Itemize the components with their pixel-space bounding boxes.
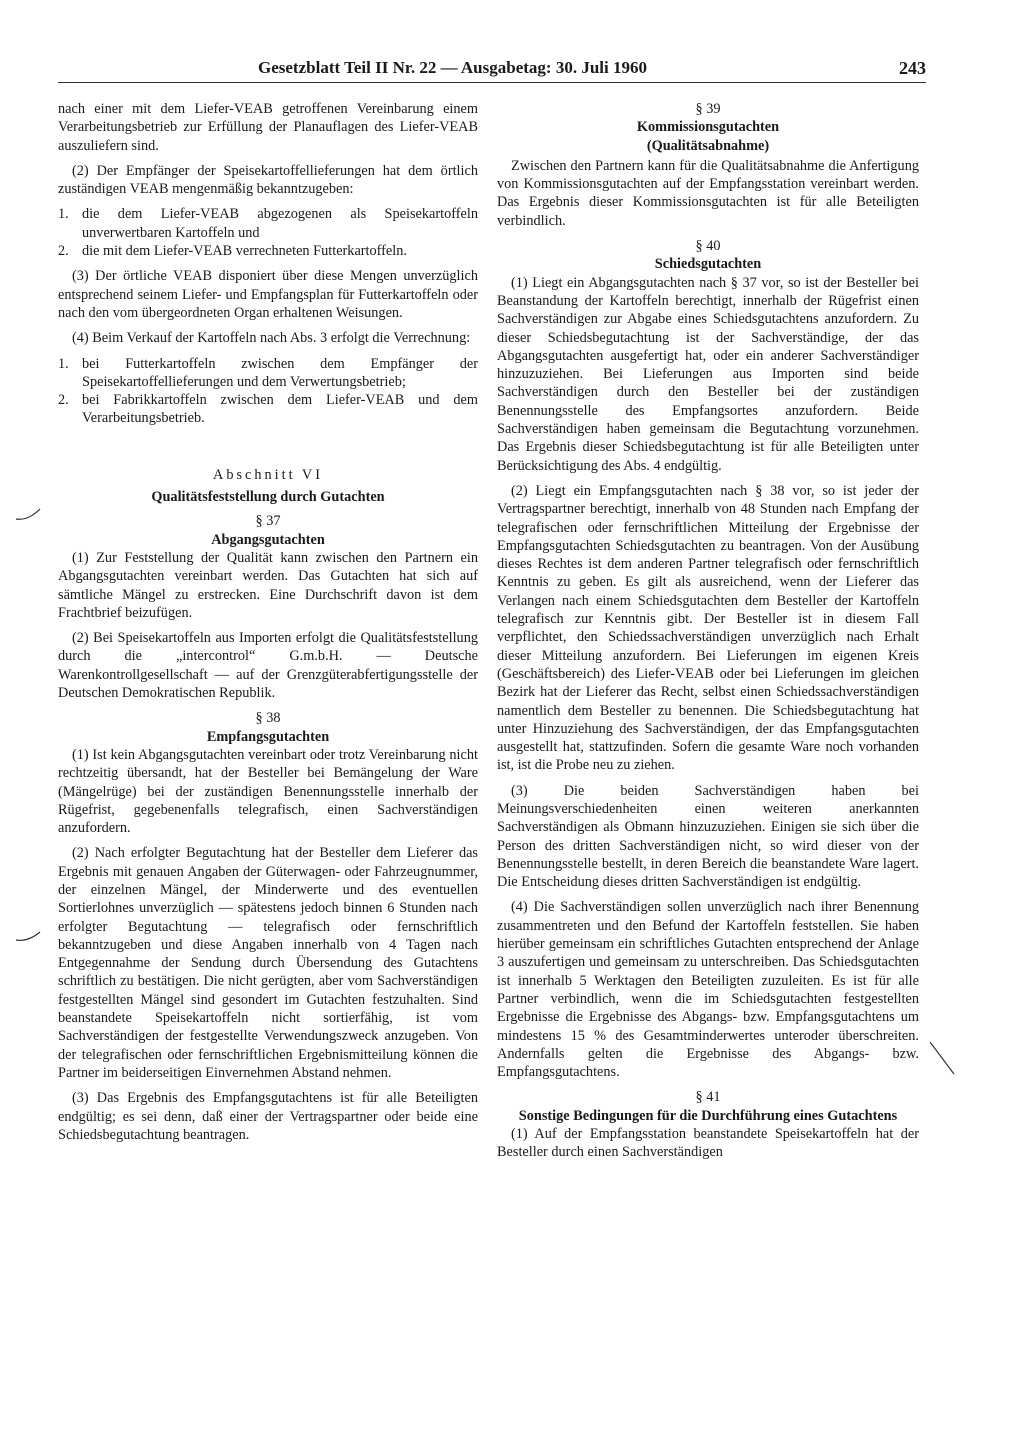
list-number: 2. xyxy=(58,243,69,260)
list-item xyxy=(58,391,478,428)
paragraph: (3) Das Ergebnis des Empfangsgutachtens ist für alle Beteiligten endgültig; es sei denn, daß einer der Vertragspartner oder beide eine Schiedsbegutachtung beantragen. xyxy=(58,1090,478,1143)
section-title: Schiedsgutachten xyxy=(654,256,762,273)
pencil-mark-icon xyxy=(14,928,44,948)
section-number: § 37 xyxy=(255,513,281,530)
pencil-mark-icon xyxy=(14,505,44,525)
section-title: Sonstige Bedingungen für die Durchführung eines Gutachtens xyxy=(518,1107,898,1124)
chapter-title: Qualitätsfeststellung durch Gutachten xyxy=(151,489,385,506)
paragraph-continuation: nach einer mit dem Liefer-VEAB getroffenen Vereinbarung einem Verarbeitungsbetrieb zur Erfüllung der Planauflagen des Liefer-VEAB auszuliefern sind. xyxy=(58,101,478,154)
section-title: Abgangsgutachten xyxy=(211,531,325,548)
list-item xyxy=(58,205,478,242)
list-text: bei Futterkartoffeln zwischen dem Empfänger der Speisekartoffellieferungen und dem Verwertungsbetrieb; xyxy=(82,355,478,390)
header-title: Gesetzblatt Teil II Nr. 22 — Ausgabetag: 30. Juli 1960 xyxy=(258,58,647,77)
section-number: § 39 xyxy=(695,101,721,117)
pencil-mark-icon xyxy=(928,1040,958,1080)
section-number: § 41 xyxy=(695,1089,721,1106)
paragraph: (2) Nach erfolgter Begutachtung hat der Besteller dem Lieferer das Ergebnis mit genauen Angaben der Güterwagen- oder Fahrzeugnummer, der einzelnen Mängel, der Minderwerte und des eventuellen Sortierlohnes unverzüglich — spätestens jedoch binnen 6 Stunden nach erfolgter Begutachtung — telegrafisch oder fernschriftlich bekanntzugeben und diese Angaben innerhalb von 4 Tagen nach Entgegennahme der Sendung durch Übersendung des Gutachtens schriftlich zu bestätigen. Die nicht gerügten, aber vom Sachverständigen festgestellten Mängel sind gesondert im Gutachten festzuhalten. Sind beanstandete Speisekartoffeln nicht sortierfähig, ist vom Sachverständigen der festgestellte Verwendungszweck anzugeben. Von der telegrafischen oder fernschriftlichen Ergebnismitteilung können die Partner im beiderseitigen Einvernehmen Abstand nehmen. xyxy=(58,845,478,1081)
section-number: § 40 xyxy=(695,238,721,255)
paragraph: (4) Beim Verkauf der Kartoffeln nach Abs. 3 erfolgt die Verrechnung: xyxy=(72,330,471,347)
paragraph: (1) Liegt ein Abgangsgutachten nach § 37 vor, so ist der Besteller bei Beanstandung der Kartoffeln berechtigt, innerhalb der Rügefrist einen Sachverständigen zur Abgabe eines Schiedsgutachtens anzufordern. Zu dieser Schiedsbegutachtung ist der Sachverständige, der das Abgangsgutachten ausgefertigt hat, oder ein anderer Sachverständiger hinzuzuziehen. Bei Lieferungen aus Importen sind beide Sachverständigen durch den Besteller bei der zuständigen Benennungsstelle des Empfangsortes anzufordern. Beide Sachverständigen haben gemeinsam die Begutachtung vorzunehmen. Das Ergebnis dieser Schiedsbegutachtung ist für alle Beteiligten unter Berücksichtigung des Abs. 4 endgültig. xyxy=(497,274,919,474)
list-number: 1. xyxy=(58,355,69,372)
list-item xyxy=(58,355,478,392)
paragraph: Zwischen den Partnern kann für die Qualitätsabnahme die Anfertigung von Kommissionsgutachten auf der Empfangsstation vereinbart werden. Das Ergebnis dieser Kommissionsgutachten ist für alle Beteiligten verbindlich. xyxy=(497,157,919,229)
list-text: bei Fabrikkartoffeln zwischen dem Liefer-VEAB und dem Verarbeitungsbetrieb. xyxy=(82,392,478,427)
left-column xyxy=(58,100,478,1151)
page-number: 243 xyxy=(899,58,926,78)
list-number: 1. xyxy=(58,206,69,223)
list-text: die dem Liefer-VEAB abgezogenen als Speisekartoffeln unverwertbaren Kartoffeln und xyxy=(82,206,478,241)
paragraph: (1) Ist kein Abgangsgutachten vereinbart oder trotz Vereinbarung nicht rechtzeitig übersandt, hat der Besteller bei Bemängelung der Ware (Mängelrüge) bei der zuständigen Benennungsstelle innerhalb der Rügefrist, gegebenenfalls telegrafisch, einen Sachverständigen anzufordern. xyxy=(58,746,478,837)
paragraph: (3) Die beiden Sachverständigen haben bei Meinungsverschiedenheiten einen weiteren anerkannten Sachverständigen als Obmann hinzuzuziehen. Einigen sie sich über die Person des dritten Sachverständigen nicht, so wird dieser von der Benennungsstelle bestellt, in deren Bereich die beanstandete Ware lagert. Die Entscheidung dieses dritten Sachverständigen ist endgültig. xyxy=(497,782,919,891)
section-title: Empfangsgutachten xyxy=(206,728,330,745)
section-title: Kommissionsgutachten xyxy=(636,119,780,136)
paragraph: (1) Zur Feststellung der Qualität kann zwischen den Partnern ein Abgangsgutachten vereinbart werden. Das Gutachten hat sich auf sämtliche Mängel zu erstrecken. Eine Durchschrift davon ist dem Frachtbrief beizufügen. xyxy=(58,549,478,621)
chapter-heading: Abschnitt VI xyxy=(213,466,323,483)
list-number: 2. xyxy=(58,392,69,409)
paragraph: (2) Der Empfänger der Speisekartoffellieferungen hat dem örtlich zuständigen VEAB mengenmäßig bekanntzugeben: xyxy=(58,162,478,198)
numbered-list xyxy=(58,205,478,260)
section-subtitle: (Qualitätsabnahme) xyxy=(646,137,770,154)
paragraph: (2) Liegt ein Empfangsgutachten nach § 38 vor, so ist jeder der Vertragspartner berechtigt, innerhalb von 48 Stunden nach Empfang der telegrafischen oder fernschriftlichen Mitteilung der Ergebnisse der Empfangsgutachten Schiedsgutachten zu beantragen. Von der Ausübung dieses Rechtes ist dem anderen Partner telegrafisch oder fernschriftlich Kenntnis zu geben. Es gilt als ausreichend, wenn der Lieferer das Verlangen nach einem Schiedsgutachten dem Besteller der Kartoffeln telegrafisch zur Kenntnis gibt. Der Besteller ist in diesem Fall verpflichtet, den Schiedssachverständigen unverzüglich nach Erhalt dieser Mitteilung anzufordern. Bei Lieferungen im eigenen Kreis (Geschäftsbereich) des Liefer-VEAB oder bei Lieferungen im gleichen Bezirk hat der Lieferer das Recht, selbst einen Schiedssachverständigen namentlich dem Besteller zu benennen. Die Schiedsbegutachtung hat unter Hinzuziehung des Sachverständigen, der das Empfangsgutachten ausgestellt hat, stattzufinden. Sofern die gesamte Ware noch vorhanden ist, ist die Probe neu zu ziehen. xyxy=(497,482,919,774)
list-text: die mit dem Liefer-VEAB verrechneten Futterkartoffeln. xyxy=(82,243,407,260)
numbered-list xyxy=(58,355,478,428)
paragraph: (2) Bei Speisekartoffeln aus Importen erfolgt die Qualitätsfeststellung durch die „intercontrol“ G.m.b.H. — Deutsche Warenkontrollgesellschaft — auf der Grenzgüterabfertigungsstelle der Deutschen Demokratischen Republik. xyxy=(58,630,478,702)
list-item xyxy=(58,242,478,260)
paragraph: (3) Der örtliche VEAB disponiert über diese Mengen unverzüglich entsprechend seinem Liefer- und Empfangsplan für Futterkartoffeln oder nach den vom übergeordneten Organ erhaltenen Weisungen. xyxy=(58,268,478,321)
right-column xyxy=(497,100,919,1169)
paragraph: (1) Auf der Empfangsstation beanstandete Speisekartoffeln hat der Besteller durch einen Sachverständigen xyxy=(497,1126,919,1161)
page-header xyxy=(58,58,926,83)
section-number: § 38 xyxy=(255,710,281,727)
paragraph: (4) Die Sachverständigen sollen unverzüglich nach ihrer Benennung zusammentreten und den Befund der Kartoffeln feststellen. Sie haben hierüber gemeinsam ein schriftliches Gutachten entsprechend der Anlage 3 auszufertigen und gemeinsam zu unterschreiben. Das Schiedsgutachten ist innerhalb 5 Werktagen den Beteiligten zuzuleiten. Es ist für alle Partner verbindlich, wenn die im Schiedsgutachten festgestellten Ergebnisse die Ergebnisse des Abgangs- bzw. Empfangsgutachtens um mindestens 15 % des Gesamtminderwertes unteroder überschreiten. Andernfalls gelten die Ergebnisse des Abgangs- bzw. Empfangsgutachtens. xyxy=(497,899,919,1081)
